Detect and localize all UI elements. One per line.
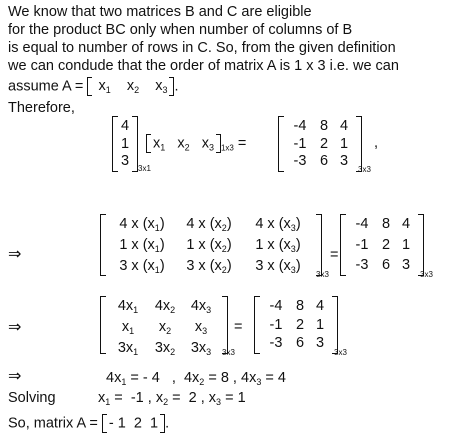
eq2-equals: = [330,247,339,263]
intro-line-3: is equal to number of rows in C. So, from the given definition [8,40,396,56]
assume-label: assume A = [8,78,84,95]
eq3-implies-arrow: ⇒ [8,319,22,336]
eq1-col-order: 3x1 [138,164,151,173]
eq1-rhs-matrix: -4 8 4 -1 2 1 -3 6 3 3x3 [278,116,362,172]
intro-line-1: We know that two matrices B and C are eligible [8,4,312,20]
eq2-lhs-matrix: 4 x $(x_1)$ 4 x $(x_2)$ 4 x $(x_3)$ 1 x $(x_1)$ 1 x $(x_2)$ 1 x $(x_3)$ 3 x $(x_1)$ 3 x $(x_2)$ 3 x $(x_3)$ 3x3 [100,214,322,276]
intro-line-4: we can condude that the order of matrix A is 1 x 3 i.e. we can [8,58,399,74]
eq2-implies-arrow: ⇒ [8,246,22,263]
final-line: So, matrix A = - 1 2 1 . [8,415,170,432]
eq2-rhs-matrix: -4 8 4 -1 2 1 -3 6 3 3x3 [340,214,424,276]
eq1-column-matrix: 4 1 3 3x1 [112,116,138,172]
bracket-right [169,77,174,96]
eq1-trailing-comma: , [374,135,379,151]
row-vector-a: $x_1$ $x_2$ $x_3$ [98,78,168,96]
eq1-row-vector: $x_1$ $x_2$ $x_3$ $_{1x3}$ = [146,134,246,157]
solving-label: Solving [8,390,56,406]
intro-line-2: for the product BC only when number of columns of B [8,22,353,38]
eq4-implies-arrow: ⇒ [8,368,22,385]
eq3-lhs-matrix: $4x_1$ $4x_2$ $4x_3$ $x_1$ $x_2$ $x_3$ $3x_1$ $3x_2$ $3x_3$ 3x3 [100,296,228,354]
eq4-line: $4x_1$ = - 4 , $4x_2 = 8$ , $4x_3 = 4$ [106,370,286,387]
therefore-label: Therefore, [8,100,75,116]
eq3-rhs-matrix: -4 8 4 -1 2 1 -3 6 3 3x3 [254,296,338,354]
intro-line-5: assume $A = x_1$ $x_2$ $x_3$ . [8,78,179,96]
bracket-left [87,77,92,96]
eq3-equals: = [234,319,243,335]
solving-line: $x_1 = -1$ , $x_2 = 2$ , $x_3 = 1$ [98,390,246,407]
